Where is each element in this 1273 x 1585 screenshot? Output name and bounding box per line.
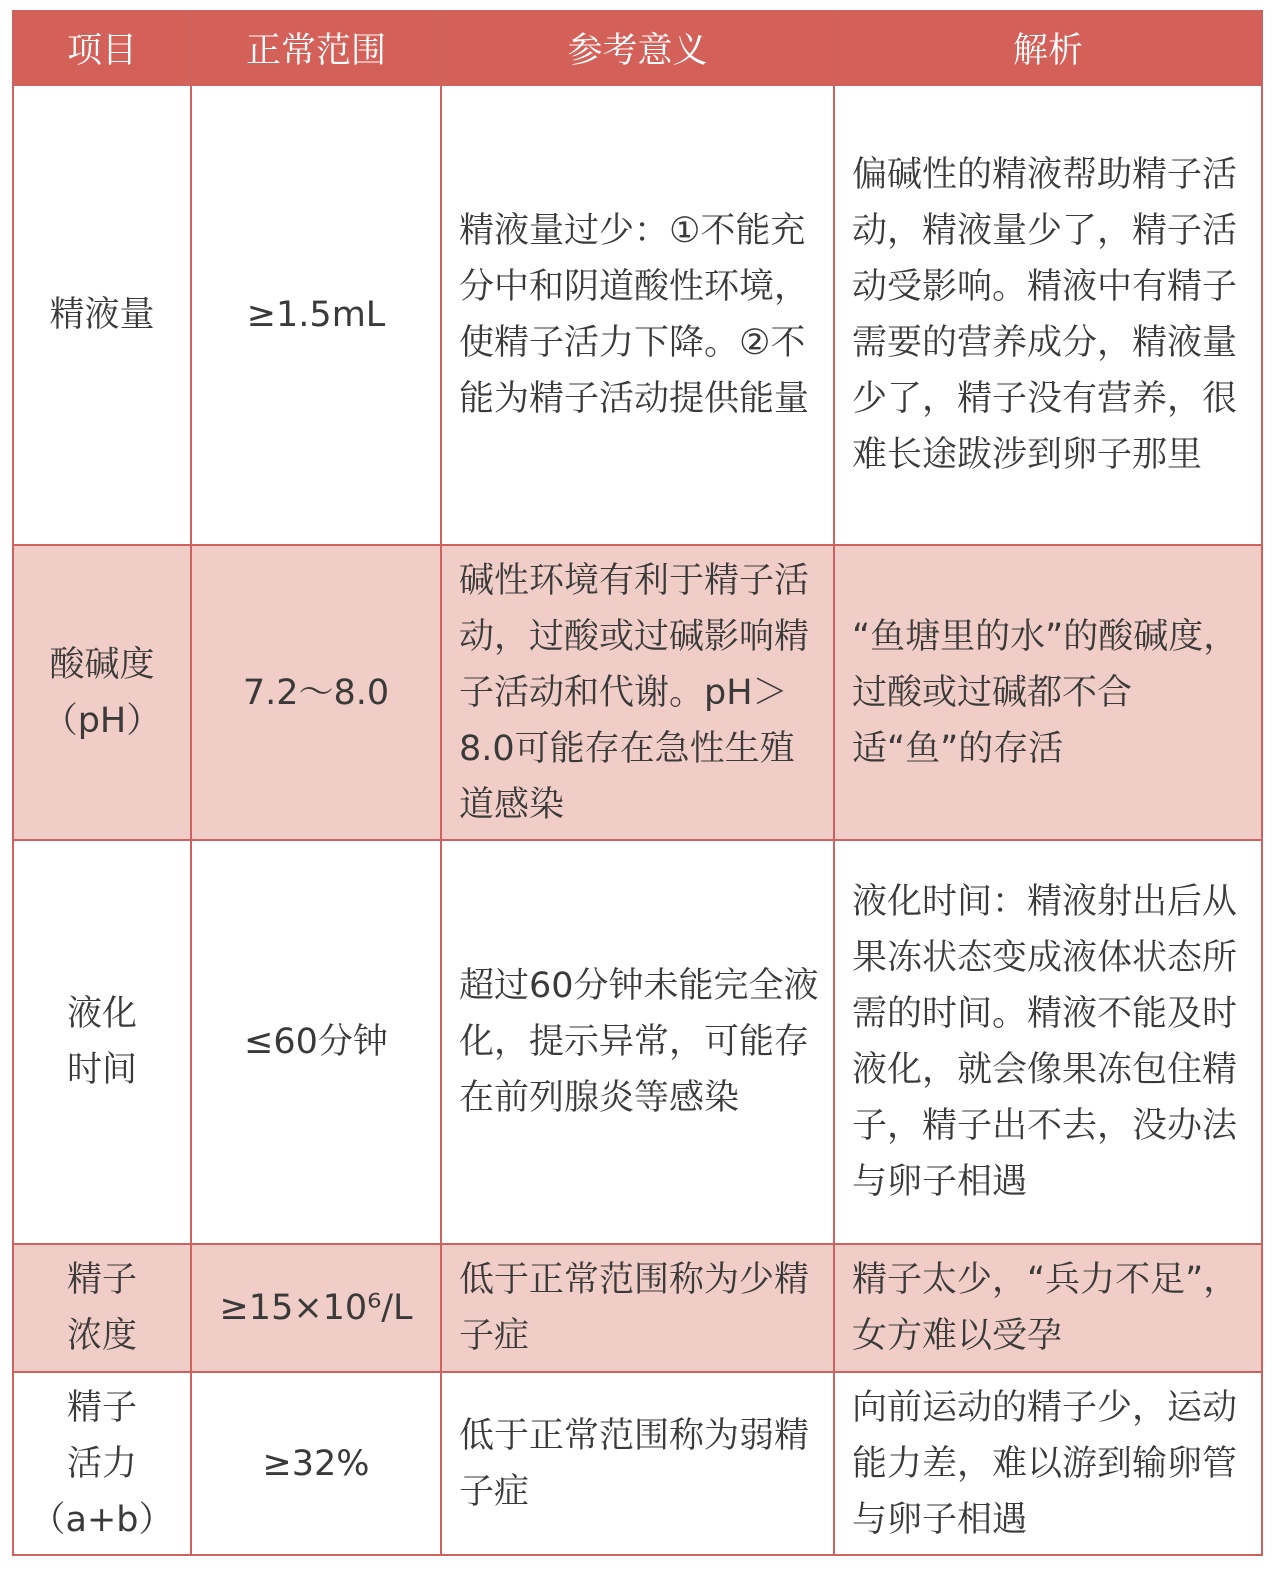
reference-cell: 碱性环境有利于精子活动，过酸或过碱影响精子活动和代谢。pH＞8.0可能存在急性生殖道感染	[441, 545, 834, 840]
reference-cell: 精液量过少：①不能充分中和阴道酸性环境，使精子活力下降。②不能为精子活动提供能量	[441, 85, 834, 545]
item-cell	[13, 840, 191, 1244]
reference-cell: 低于正常范围称为少精子症	[441, 1244, 834, 1372]
analysis-cell: 液化时间：精液射出后从果冻状态变成液体状态所需的时间。精液不能及时液化，就会像果冻包住精子，精子出不去，没办法与卵子相遇	[834, 840, 1262, 1244]
range-cell: ≥1.5mL	[191, 85, 441, 545]
analysis-cell: 精子太少，“兵力不足”，女方难以受孕	[834, 1244, 1262, 1372]
range-cell: ≥32%	[191, 1372, 441, 1555]
table-row-ph	[13, 545, 1262, 840]
analysis-cell: 偏碱性的精液帮助精子活动，精液量少了，精子活动受影响。精液中有精子需要的营养成分，精液量少了，精子没有营养，很难长途跋涉到卵子那里	[834, 85, 1262, 545]
header-row	[13, 11, 1262, 85]
item-label-grade: （a+b）	[30, 1499, 174, 1540]
reference-cell: 超过60分钟未能完全液化，提示异常，可能存在前列腺炎等感染	[441, 840, 834, 1244]
header-normal-range: 正常范围	[191, 11, 441, 85]
header-item: 项目	[13, 11, 191, 85]
table-row-sperm-motility	[13, 1372, 1262, 1555]
item-cell	[13, 545, 191, 840]
range-cell: 7.2～8.0	[191, 545, 441, 840]
item-label: 浓度	[66, 1316, 137, 1356]
table-row-semen-volume	[13, 85, 1262, 545]
item-label: 精子	[66, 1387, 137, 1428]
item-label: 精子	[66, 1260, 137, 1300]
header-reference-meaning: 参考意义	[441, 11, 834, 85]
reference-cell: 低于正常范围称为弱精子症	[441, 1372, 834, 1555]
table-row-liquefaction-time	[13, 840, 1262, 1244]
range-cell: ≤60分钟	[191, 840, 441, 1244]
item-cell	[13, 1372, 191, 1555]
analysis-cell: “鱼塘里的水”的酸碱度，过酸或过碱都不合适“鱼”的存活	[834, 545, 1262, 840]
item-cell	[13, 1244, 191, 1372]
item-label-unit: （pH）	[42, 700, 162, 741]
semen-analysis-table	[12, 10, 1263, 1556]
item-label: 活力	[66, 1443, 137, 1484]
item-label: 精液量	[49, 295, 155, 335]
item-cell	[13, 85, 191, 545]
item-label: 时间	[66, 1050, 137, 1090]
table-container	[12, 10, 1261, 1556]
range-cell: ≥15×10⁶/L	[191, 1244, 441, 1372]
table-row-sperm-concentration	[13, 1244, 1262, 1372]
item-label: 酸碱度	[49, 644, 155, 685]
item-label: 液化	[66, 994, 137, 1034]
header-analysis: 解析	[834, 11, 1262, 85]
analysis-cell: 向前运动的精子少，运动能力差，难以游到输卵管与卵子相遇	[834, 1372, 1262, 1555]
